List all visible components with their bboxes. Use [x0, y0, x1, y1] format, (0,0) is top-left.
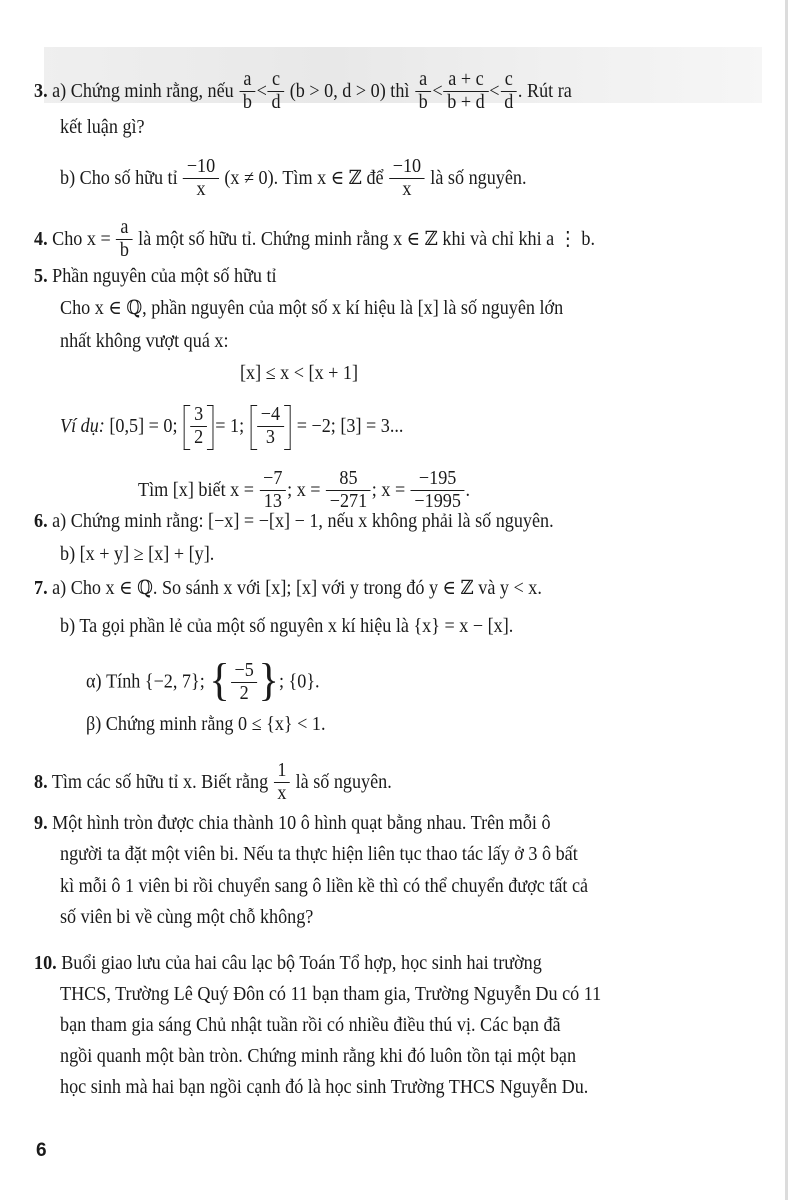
text: kết luận gì? — [60, 117, 145, 138]
exercise-7a — [34, 577, 542, 601]
numerator: a — [243, 69, 252, 90]
denominator: b — [239, 91, 256, 114]
text: bạn tham gia sáng Chủ nhật tuần rồi có nhiều điều thú vị. Các bạn đã — [60, 1015, 561, 1036]
numerator: 3 — [194, 404, 204, 425]
text: ; x = — [371, 479, 406, 501]
numerator: −10 — [392, 156, 422, 177]
fraction-a-b — [417, 69, 430, 114]
denominator: b — [116, 239, 133, 262]
exercise-4 — [34, 218, 595, 263]
numerator: −4 — [260, 404, 281, 425]
text: α) Tính {−2, 7}; — [86, 671, 205, 693]
text: (b > 0, d > 0) thì — [289, 80, 410, 102]
text: ; {0}. — [278, 671, 320, 693]
text: THCS, Trường Lê Quý Đôn có 11 bạn tham gia, Trường Nguyễn Du có 11 — [60, 984, 602, 1005]
exercise-number: 4. — [34, 228, 48, 250]
exercise-5-title — [34, 265, 277, 289]
denominator: 2 — [190, 426, 207, 449]
formula: [x] ≤ x < [x + 1] — [240, 363, 359, 384]
fraction-minus10-x — [391, 156, 423, 201]
numerator: −10 — [186, 156, 216, 177]
exercise-3a — [34, 70, 572, 115]
exercise-9-line3 — [60, 875, 588, 899]
exercise-5-example — [60, 405, 403, 450]
text: Cho x ∈ ℚ, phần nguyên của một số x kí hiệu là [x] là số nguyên lớn — [60, 298, 564, 319]
text: số viên bi về cùng một chỗ không? — [60, 907, 314, 928]
less-than: < — [432, 80, 443, 102]
text: ; x = — [287, 479, 321, 501]
text: . Rút ra — [517, 80, 572, 102]
fraction-minus7-13 — [261, 468, 284, 513]
numerator: a — [419, 69, 428, 90]
brace-open: { — [209, 654, 230, 705]
floor-bracket — [184, 405, 214, 450]
exercise-6a — [34, 510, 554, 534]
text: là một số hữu tỉ. Chứng minh rằng x ∈ ℤ khi và chỉ khi a ⋮ b. — [138, 228, 596, 250]
denominator: 13 — [259, 490, 286, 513]
numerator: −195 — [418, 468, 457, 489]
fraction-mediant — [445, 69, 486, 114]
exercise-number: 6. — [34, 511, 48, 532]
exercise-5-line1 — [60, 297, 563, 321]
text: b) [x + y] ≥ [x] + [y]. — [60, 544, 215, 565]
text: Tìm các số hữu tỉ x. Biết rằng — [51, 771, 269, 793]
denominator: b + d — [444, 91, 489, 114]
exercise-9-line2 — [60, 843, 578, 867]
example-label: Ví dụ: — [60, 415, 105, 437]
fraction-3-2 — [192, 404, 205, 449]
denominator: −1995 — [411, 490, 465, 513]
numerator: c — [272, 69, 281, 90]
numerator: 1 — [277, 760, 287, 781]
text: là số nguyên. — [430, 167, 527, 189]
denominator: x — [389, 178, 425, 201]
text: a) Chứng minh rằng: [−x] = −[x] − 1, nếu x không phải là số nguyên. — [52, 511, 554, 532]
fraction-c-d — [270, 69, 283, 114]
denominator: d — [268, 91, 285, 114]
numerator: c — [504, 69, 513, 90]
denominator: d — [500, 91, 517, 114]
exercise-5-line2 — [60, 330, 229, 354]
denominator: 2 — [231, 682, 258, 705]
text: Phần nguyên của một số hữu tỉ — [52, 266, 277, 287]
text: . — [465, 479, 471, 501]
text: = −2; [3] = 3... — [296, 415, 404, 437]
text: kì mỗi ô 1 viên bi rồi chuyển sang ô liền kề thì có thể chuyển được tất cả — [60, 876, 589, 897]
exercise-number: 5. — [34, 266, 48, 287]
less-than: < — [256, 80, 267, 102]
text: [0,5] = 0; — [109, 415, 178, 437]
exercise-5-find — [138, 469, 470, 514]
fraction-1-x — [275, 760, 288, 805]
fraction-a-b — [241, 69, 254, 114]
text: là số nguyên. — [295, 771, 392, 793]
fraction-a-b — [118, 217, 131, 262]
exercise-9-line4 — [60, 906, 313, 930]
exercise-10-line4 — [60, 1045, 576, 1069]
fraction-minus5-2 — [233, 660, 256, 705]
text: a) Cho x ∈ ℚ. So sánh x với [x]; [x] với y trong đó y ∈ ℤ và y < x. — [52, 578, 542, 599]
text: nhất không vượt quá x: — [60, 331, 229, 352]
numerator: a + c — [448, 69, 484, 90]
denominator: 3 — [257, 426, 284, 449]
fraction-minus10-x — [185, 156, 217, 201]
less-than: < — [489, 80, 500, 102]
text: Cho x = — [52, 228, 111, 250]
exercise-8 — [34, 761, 392, 806]
text: a) Chứng minh rằng, nếu — [52, 80, 234, 102]
fraction-c-d — [502, 69, 515, 114]
text: Tìm [x] biết x = — [138, 479, 255, 501]
denominator: −271 — [326, 490, 371, 513]
text: (x ≠ 0). Tìm x ∈ ℤ để — [224, 167, 384, 189]
denominator: x — [274, 782, 291, 805]
exercise-number: 8. — [34, 771, 48, 793]
exercise-5-formula — [240, 362, 358, 386]
text: Buổi giao lưu của hai câu lạc bộ Toán Tổ hợp, học sinh hai trường — [61, 953, 542, 974]
fraction-minus4-3 — [259, 404, 282, 449]
numerator: −5 — [234, 659, 254, 681]
text: b) Cho số hữu tỉ — [60, 167, 178, 189]
text: Một hình tròn được chia thành 10 ô hình quạt bằng nhau. Trên mỗi ô — [52, 813, 551, 834]
numerator: a — [120, 217, 129, 238]
page-number: 6 — [36, 1140, 47, 1161]
brace-close: } — [258, 654, 279, 705]
denominator: x — [183, 178, 219, 201]
text: ngồi quanh một bàn tròn. Chứng minh rằng khi đó luôn tồn tại một bạn — [60, 1046, 577, 1067]
denominator: b — [415, 91, 432, 114]
exercise-7b — [60, 615, 513, 639]
text: b) Ta gọi phần lẻ của một số nguyên x kí hiệu là {x} = x − [x]. — [60, 616, 514, 637]
exercise-number: 3. — [34, 80, 48, 102]
fraction-minus195-minus1995 — [413, 468, 463, 513]
exercise-number: 7. — [34, 578, 48, 599]
text: β) Chứng minh rằng 0 ≤ {x} < 1. — [86, 714, 326, 735]
text: = 1; — [215, 415, 245, 437]
text: học sinh mà hai bạn ngồi cạnh đó là học sinh Trường THCS Nguyễn Du. — [60, 1077, 589, 1098]
numerator: −7 — [263, 468, 283, 489]
fraction-85-minus271 — [328, 468, 369, 513]
exercise-7-beta — [86, 713, 326, 737]
exercise-9-line1 — [34, 812, 551, 836]
exercise-number: 9. — [34, 813, 48, 834]
exercise-10-line5 — [60, 1076, 588, 1100]
floor-bracket — [251, 405, 291, 450]
exercise-10-line2 — [60, 983, 601, 1007]
exercise-10-line3 — [60, 1014, 561, 1038]
exercise-10-line1 — [34, 952, 542, 976]
exercise-number: 10. — [34, 953, 57, 974]
exercise-3b — [60, 157, 527, 202]
exercise-3a-cont — [60, 116, 145, 140]
exercise-7-alpha — [86, 654, 320, 706]
exercise-6b — [60, 543, 214, 567]
text: người ta đặt một viên bi. Nếu ta thực hiện liên tục thao tác lấy ở 3 ô bất — [60, 844, 578, 865]
numerator: 85 — [339, 468, 358, 489]
